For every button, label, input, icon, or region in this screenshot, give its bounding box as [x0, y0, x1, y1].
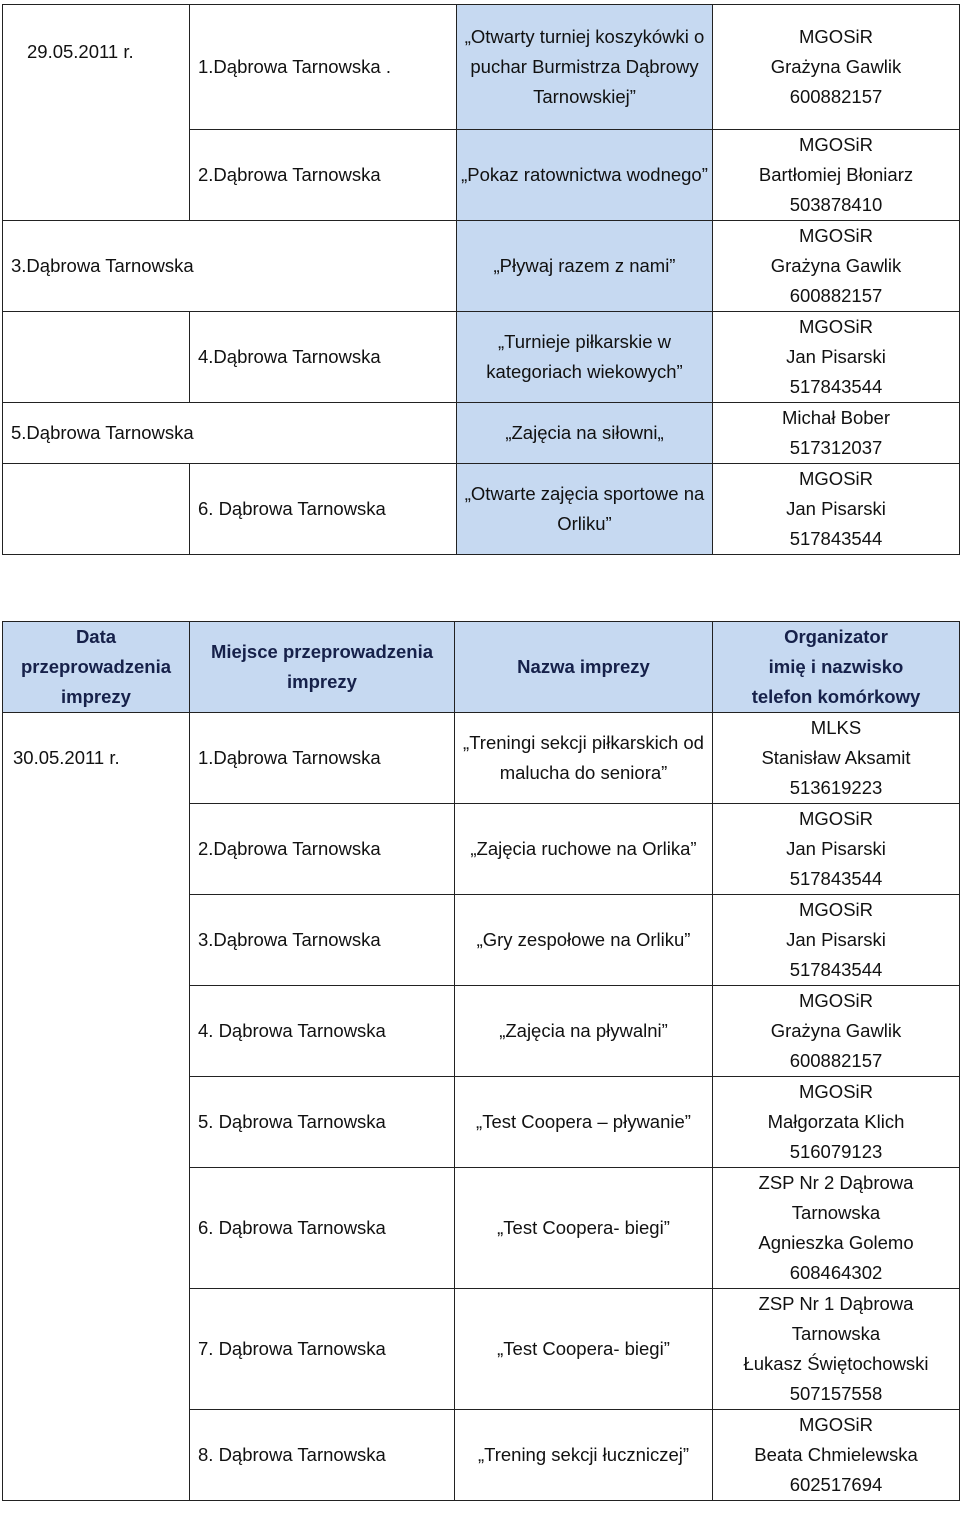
event-organizer	[713, 403, 960, 464]
event-place: 4.Dąbrowa Tarnowska	[190, 312, 457, 403]
event-name: „Treningi sekcji piłkarskich od malucha do seniora”	[455, 713, 713, 804]
event-place: 1.Dąbrowa Tarnowska	[190, 713, 455, 804]
event-name: „Zajęcia na siłowni„	[457, 403, 713, 464]
event-name: „Otwarte zajęcia sportowe na Orliku”	[457, 464, 713, 555]
organizer-person: Łukasz Świętochowski	[743, 1353, 929, 1374]
organizer-person: Jan Pisarski	[786, 838, 886, 859]
table-row	[3, 713, 960, 804]
event-place: 3.Dąbrowa Tarnowska	[11, 255, 194, 276]
table-header-row	[3, 622, 960, 713]
event-name: „Gry zespołowe na Orliku”	[455, 895, 713, 986]
event-organizer	[713, 804, 960, 895]
organizer-institution: MGOSiR	[799, 316, 873, 337]
organizer-person: Beata Chmielewska	[754, 1444, 918, 1465]
event-name: „Zajęcia ruchowe na Orlika”	[455, 804, 713, 895]
event-place: 5. Dąbrowa Tarnowska	[190, 1077, 455, 1168]
event-place-and-name	[3, 221, 457, 312]
event-name: „Otwarty turniej koszykówki o puchar Burmistrza Dąbrowy Tarnowskiej”	[457, 5, 713, 130]
organizer-person: Jan Pisarski	[786, 498, 886, 519]
event-place: 2.Dąbrowa Tarnowska	[190, 130, 457, 221]
organizer-phone: 516079123	[789, 1141, 883, 1162]
events-table-29-05	[2, 4, 960, 555]
organizer-person: Michał Bober	[782, 407, 890, 428]
event-place: 8. Dąbrowa Tarnowska	[190, 1410, 455, 1501]
event-organizer	[713, 1168, 960, 1289]
event-name: „Test Coopera- biegi”	[455, 1168, 713, 1289]
organizer-person: Grażyna Gawlik	[770, 56, 902, 77]
event-organizer	[713, 5, 960, 130]
event-place-and-name	[3, 403, 457, 464]
organizer-institution: MGOSiR	[799, 26, 873, 47]
events-table-30-05	[2, 621, 960, 1501]
empty-cell	[3, 464, 190, 555]
table-row	[3, 312, 960, 403]
organizer-institution: ZSP Nr 2 Dąbrowa Tarnowska	[758, 1172, 914, 1223]
organizer-phone: 517843544	[789, 868, 883, 889]
organizer-institution: MGOSiR	[799, 134, 873, 155]
organizer-phone: 600882157	[789, 86, 883, 107]
organizer-phone: 517843544	[789, 528, 883, 549]
event-name: „Pokaz ratownictwa wodnego”	[457, 130, 713, 221]
event-name: „Test Coopera – pływanie”	[455, 1077, 713, 1168]
organizer-phone: 513619223	[789, 777, 883, 798]
event-organizer	[713, 464, 960, 555]
organizer-institution: MGOSiR	[799, 1414, 873, 1435]
event-organizer	[713, 221, 960, 312]
event-organizer	[713, 1289, 960, 1410]
event-date: 29.05.2011 r.	[3, 5, 190, 221]
organizer-institution: MGOSiR	[799, 468, 873, 489]
organizer-institution: MGOSiR	[799, 1081, 873, 1102]
organizer-person: Bartłomiej Błoniarz	[758, 164, 914, 185]
organizer-person: Małgorzata Klich	[767, 1111, 905, 1132]
event-date: 30.05.2011 r.	[3, 713, 190, 1501]
organizer-phone: 600882157	[789, 1050, 883, 1071]
event-place: 3.Dąbrowa Tarnowska	[190, 895, 455, 986]
organizer-institution: MGOSiR	[799, 899, 873, 920]
header-organizer	[713, 622, 960, 713]
header-organizer-line: Organizator	[784, 626, 888, 647]
header-date: Data przeprowadzenia imprezy	[3, 622, 190, 713]
event-place: 7. Dąbrowa Tarnowska	[190, 1289, 455, 1410]
organizer-person: Jan Pisarski	[786, 929, 886, 950]
event-place: 1.Dąbrowa Tarnowska .	[190, 5, 457, 130]
table-row	[3, 221, 960, 312]
header-place: Miejsce przeprowadzenia imprezy	[190, 622, 455, 713]
organizer-person: Agnieszka Golemo	[758, 1232, 914, 1253]
event-place: 6. Dąbrowa Tarnowska	[190, 464, 457, 555]
table-row	[3, 464, 960, 555]
organizer-institution: MGOSiR	[799, 808, 873, 829]
table-row	[3, 403, 960, 464]
event-place: 2.Dąbrowa Tarnowska	[190, 804, 455, 895]
event-organizer	[713, 130, 960, 221]
event-organizer	[713, 312, 960, 403]
event-organizer	[713, 986, 960, 1077]
event-organizer	[713, 895, 960, 986]
organizer-phone: 600882157	[789, 285, 883, 306]
empty-cell	[3, 312, 190, 403]
event-organizer	[713, 713, 960, 804]
event-name: „Trening sekcji łuczniczej”	[455, 1410, 713, 1501]
organizer-phone: 517843544	[789, 959, 883, 980]
organizer-institution: MGOSiR	[799, 990, 873, 1011]
table-row	[3, 5, 960, 130]
header-name: Nazwa imprezy	[455, 622, 713, 713]
event-place: 6. Dąbrowa Tarnowska	[190, 1168, 455, 1289]
organizer-phone: 503878410	[789, 194, 883, 215]
organizer-institution: ZSP Nr 1 Dąbrowa Tarnowska	[758, 1293, 914, 1344]
event-place: 5.Dąbrowa Tarnowska	[11, 422, 194, 443]
organizer-person: Grażyna Gawlik	[770, 1020, 902, 1041]
event-name: „Pływaj razem z nami”	[457, 221, 713, 312]
event-place: 4. Dąbrowa Tarnowska	[190, 986, 455, 1077]
organizer-person: Stanisław Aksamit	[761, 747, 911, 768]
header-organizer-line: imię i nazwisko	[768, 656, 904, 677]
organizer-phone: 517843544	[789, 376, 883, 397]
event-name: „Turnieje piłkarskie w kategoriach wiekowych”	[457, 312, 713, 403]
event-organizer	[713, 1410, 960, 1501]
event-organizer	[713, 1077, 960, 1168]
organizer-institution: MLKS	[810, 717, 862, 738]
organizer-phone: 602517694	[789, 1474, 883, 1495]
organizer-institution: MGOSiR	[799, 225, 873, 246]
header-organizer-line: telefon komórkowy	[751, 686, 921, 707]
event-name: „Zajęcia na pływalni”	[455, 986, 713, 1077]
organizer-person: Grażyna Gawlik	[770, 255, 902, 276]
organizer-phone: 517312037	[789, 437, 883, 458]
organizer-phone: 507157558	[789, 1383, 883, 1404]
organizer-person: Jan Pisarski	[786, 346, 886, 367]
organizer-phone: 608464302	[789, 1262, 883, 1283]
event-name: „Test Coopera- biegi”	[455, 1289, 713, 1410]
